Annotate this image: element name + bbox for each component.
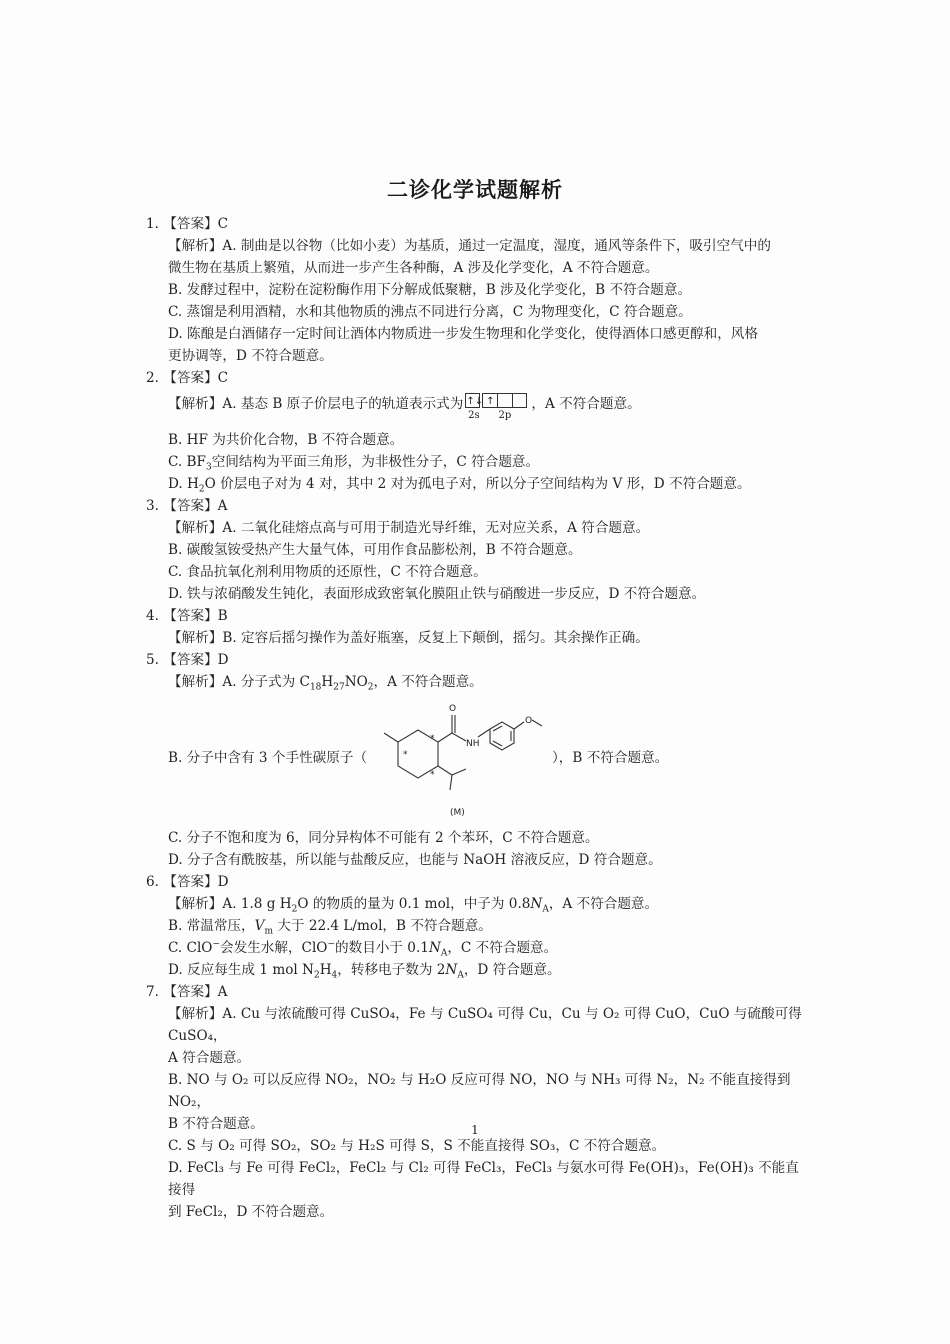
answer-line: 5. 【答案】D [146, 652, 229, 668]
page-title: 二诊化学试题解析 [387, 178, 563, 202]
analysis-text: ，A 不符合题意。 [531, 396, 641, 412]
analysis-line: 【解析】A. Cu 与浓硫酸可得 CuSO₄，Fe 与 CuSO₄ 可得 Cu，Cu 与 O₂ 可得 CuO，CuO 与硫酸可得 CuSO₄， [168, 1006, 802, 1044]
analysis-line: C. 分子不饱和度为 6，同分异构体不可能有 2 个苯环，C 不符合题意。 [168, 830, 599, 846]
answer-line: 1. 【答案】C [146, 216, 229, 232]
analysis-line: B. HF 为共价化合物，B 不符合题意。 [168, 432, 404, 448]
analysis-line: D. $H_2O$ 价层电子对为 4 对，其中 2 对为孤电子对，所以分子空间结构为 V 形，D 不符合题意。 [168, 476, 751, 495]
molecule-label: (M) [450, 808, 465, 818]
analysis-line: 更协调等，D 不符合题意。 [168, 348, 333, 364]
analysis-line: 到 FeCl₂，D 不符合题意。 [168, 1204, 334, 1220]
chiral-mark: * [430, 734, 435, 744]
analysis-line: 【解析】A. 二氧化硅熔点高与可用于制造光导纤维，无对应关系，A 符合题意。 [168, 520, 650, 536]
orbital-box-2p [497, 393, 512, 408]
analysis-line: C. ClO−会发生水解，ClO−的数目小于 $0.1N_A$，C 不符合题意。 [168, 939, 558, 959]
analysis-line: D. 铁与浓硝酸发生钝化，表面形成致密氧化膜阻止铁与硝酸进一步反应，D 不符合题意。 [168, 586, 706, 602]
analysis-line: C. 食品抗氧化剂利用物质的还原性，C 不符合题意。 [168, 564, 487, 580]
page-number: 1 [471, 1123, 479, 1137]
orbital-box-2p: ↑ [482, 393, 497, 408]
orbital-diagram [465, 393, 527, 423]
analysis-line: B 不符合题意。 [168, 1116, 264, 1132]
question-5 [146, 649, 811, 871]
chiral-mark: * [403, 750, 408, 760]
analysis-line: 微生物在基质上繁殖，从而进一步产生各种酶，A 涉及化学变化，A 不符合题意。 [168, 260, 659, 276]
orbital-label: 2p [498, 410, 512, 421]
analysis-line: B. 碳酸氢铵受热产生大量气体，可用作食品膨松剂，B 不符合题意。 [168, 542, 582, 558]
analysis-line: 【解析】B. 定容后摇匀操作为盖好瓶塞，反复上下颠倒，摇匀。其余操作正确。 [168, 630, 649, 646]
analysis-line: A 符合题意。 [168, 1050, 251, 1066]
analysis-line: B. 发酵过程中，淀粉在淀粉酶作用下分解成低聚糖，B 涉及化学变化，B 不符合题意。 [168, 282, 692, 298]
orbital-label: 2s [468, 410, 480, 421]
content [146, 213, 811, 1223]
analysis-line: D. 陈酿是白酒储存一定时间让酒体内物质进一步发生物理和化学变化，使得酒体口感更醇和，风格 [168, 326, 758, 342]
question-3 [146, 495, 811, 605]
oxygen-label: O [525, 716, 533, 726]
analysis-line: 【解析】A. 分子式为 $C_{18}H_{27}NO_2$，A 不符合题意。 [168, 674, 483, 693]
analysis-line: B. 常温常压，$V_m$ 大于 22.4 L/mol，B 不符合题意。 [168, 918, 492, 937]
analysis-line: C. 蒸馏是利用酒精，水和其他物质的沸点不同进行分离，C 为物理变化，C 符合题意。 [168, 304, 692, 320]
analysis-line-orbital [168, 393, 811, 427]
analysis-line: C. $BF_3$空间结构为平面三角形，为非极性分子，C 符合题意。 [168, 454, 540, 473]
analysis-text: B. 分子中含有 3 个手性碳原子（ [168, 750, 368, 766]
question-1 [146, 213, 811, 367]
question-6 [146, 871, 811, 981]
analysis-line-structure [168, 695, 811, 825]
analysis-line: D. 分子含有酰胺基，所以能与盐酸反应，也能与 NaOH 溶液反应，D 符合题意。 [168, 852, 662, 868]
analysis-text: 【解析】A. 基态 B 原子价层电子的轨道表示式为 [168, 396, 464, 412]
analysis-line: C. S 与 O₂ 可得 SO₂，SO₂ 与 H₂S 可得 S，S 不能直接得 SO₃，C 不符合题意。 [168, 1138, 666, 1154]
nh-label: NH [466, 739, 480, 749]
chiral-mark: * [430, 770, 435, 780]
analysis-line: D. 反应每生成 1 mol $N_2H_4$，转移电子数为 $2N_A$，D 符合题意。 [168, 962, 561, 981]
question-2 [146, 367, 811, 495]
question-4 [146, 605, 811, 649]
orbital-box-2s: ↑↓ [465, 393, 480, 408]
molecule-structure [378, 695, 548, 825]
answer-line: 6. 【答案】D [146, 874, 229, 890]
question-7 [146, 981, 811, 1223]
answer-line: 4. 【答案】B [146, 608, 228, 624]
analysis-line: D. FeCl₃ 与 Fe 可得 FeCl₂，FeCl₂ 与 Cl₂ 可得 FeCl₃，FeCl₃ 与氨水可得 Fe(OH)₃，Fe(OH)₃ 不能直接得 [168, 1160, 799, 1198]
analysis-line: 【解析】A. 1.8 g $H_2O$ 的物质的量为 0.1 mol，中子为 $0.8N_A$，A 不符合题意。 [168, 896, 659, 915]
answer-line: 3. 【答案】A [146, 498, 228, 514]
analysis-line: 【解析】A. 制曲是以谷物（比如小麦）为基质，通过一定温度，湿度，通风等条件下，吸引空气中的 [168, 238, 771, 254]
answer-line: 2. 【答案】C [146, 370, 229, 386]
analysis-line: B. NO 与 O₂ 可以反应得 NO₂，NO₂ 与 H₂O 反应可得 NO，NO 与 NH₃ 可得 N₂，N₂ 不能直接得到 NO₂， [168, 1072, 791, 1110]
oxygen-label: O [449, 704, 457, 714]
answer-line: 7. 【答案】A [146, 984, 228, 1000]
orbital-box-2p [512, 393, 527, 408]
analysis-text: ），B 不符合题意。 [552, 750, 669, 766]
